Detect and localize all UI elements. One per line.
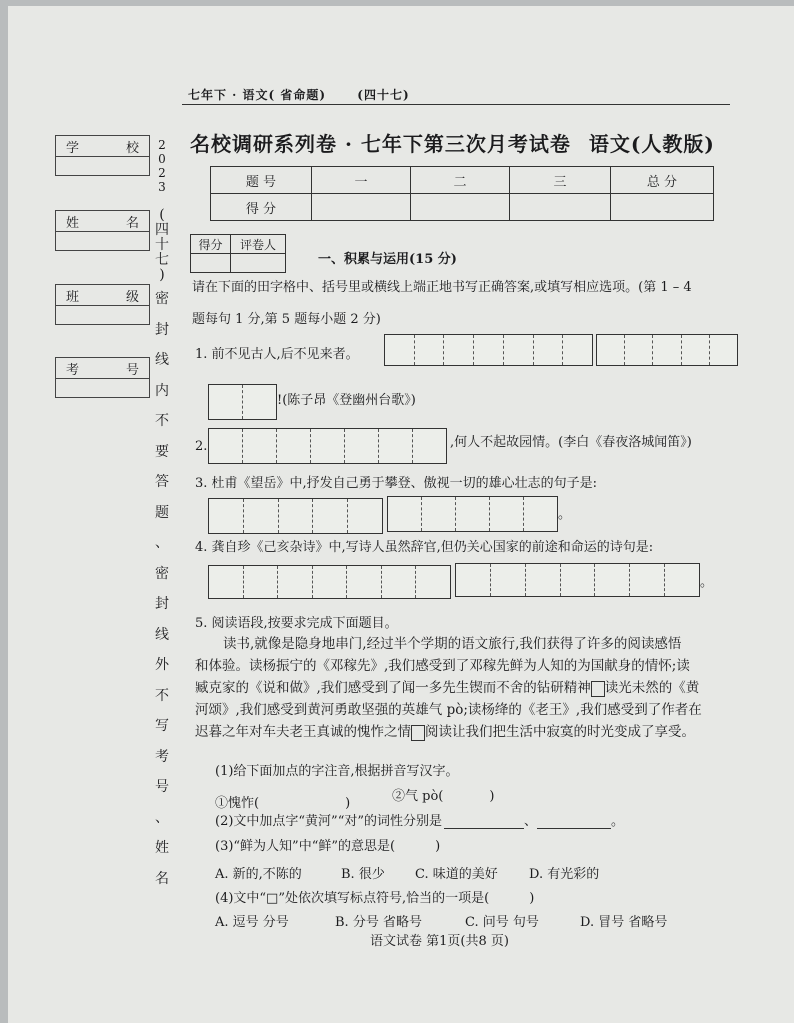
page-footer: 语文试卷 第1页(共8 页) xyxy=(370,934,509,949)
question-4: 4. 龚自珍《己亥杂诗》中,写诗人虽然辞官,但仍关心国家的前途和命运的诗句是: xyxy=(195,540,654,555)
page-title xyxy=(190,128,715,157)
code-vertical: ( 四 十 七 ) xyxy=(155,207,169,283)
sub-question-3: (3)“鲜为人知”中“鲜”的意思是( ) xyxy=(215,839,441,854)
answer-grid-q3a[interactable] xyxy=(208,498,383,534)
instructions-line-2: 题每句 1 分,第 5 题每小题 2 分) xyxy=(192,312,381,327)
name-field: 姓 名 xyxy=(55,210,150,251)
score-header-cell: 总 分 xyxy=(611,167,714,194)
answer-grid-q1b[interactable] xyxy=(596,334,738,366)
grader-score-label: 得分 xyxy=(191,235,231,254)
blank-line[interactable] xyxy=(444,815,524,829)
title-subject: 语文(人教版) xyxy=(588,132,715,156)
option[interactable]: D. 冒号 省略号 xyxy=(580,915,668,930)
class-blank[interactable] xyxy=(56,305,149,324)
sub-question-2: (2)文中加点字“黄河”“对”的词性分别是 、 。 xyxy=(215,814,625,829)
question-2-text: ,何人不起故园情。(李白《春夜洛城闻笛》) xyxy=(450,435,692,450)
option[interactable]: C. 味道的美好 xyxy=(415,867,498,882)
option[interactable]: D. 有光彩的 xyxy=(529,867,600,882)
score-table xyxy=(210,166,714,221)
grader-score-blank[interactable] xyxy=(191,254,231,273)
year-vertical: 2 0 2 3 xyxy=(158,138,166,194)
option[interactable]: B. 很少 xyxy=(341,867,385,882)
score-header-cell: 二 xyxy=(411,167,510,194)
sub-question-1a: ①愧怍( ) xyxy=(215,796,351,811)
instructions-line-1: 请在下面的田字格中、括号里或横线上端正地书写正确答案,或填写相应选项。(第 1 – 4 xyxy=(192,280,692,295)
question-1-source: !(陈子昂《登幽州台歌》) xyxy=(277,393,416,408)
score-row-label: 得 分 xyxy=(211,194,312,221)
sub-question-1: (1)给下面加点的字注音,根据拼音写汉字。 xyxy=(215,764,459,779)
score-header-cell: 三 xyxy=(510,167,611,194)
header-rule xyxy=(182,104,730,105)
option[interactable]: A. 逗号 分号 xyxy=(215,915,289,930)
score-cell[interactable] xyxy=(611,194,714,221)
answer-grid-q4a[interactable] xyxy=(208,565,451,599)
school-field: 学 校 xyxy=(55,135,150,176)
series-label: 七年下 · 语文( 省命题) xyxy=(188,88,327,102)
school-blank[interactable] xyxy=(56,156,149,175)
option[interactable]: C. 问号 句号 xyxy=(465,915,539,930)
answer-grid-q1a[interactable] xyxy=(384,334,593,366)
exam-number-field: 考 号 xyxy=(55,357,150,398)
section-1-title: 一、积累与运用(15 分) xyxy=(318,252,457,267)
seal-line-notice: 密 封 线 内 不 要 答 题 、 密 封 线 外 不 写 考 号 、 姓 名 xyxy=(155,291,169,887)
blank-line[interactable] xyxy=(537,815,611,829)
question-2-number: 2. xyxy=(195,439,208,454)
option[interactable]: A. 新的,不陈的 xyxy=(215,867,302,882)
answer-grid-q1c[interactable] xyxy=(208,384,277,420)
score-cell[interactable] xyxy=(510,194,611,221)
sub-question-1b: ②气 pò( ) xyxy=(392,789,495,804)
grader-reviewer-blank[interactable] xyxy=(231,254,286,273)
score-header-cell: 题 号 xyxy=(211,167,312,194)
punctuation-blank-2[interactable] xyxy=(411,725,425,741)
question-3-end: 。 xyxy=(558,507,572,522)
answer-grid-q3b[interactable] xyxy=(387,496,558,532)
score-cell[interactable] xyxy=(411,194,510,221)
question-5: 5. 阅读语段,按要求完成下面题目。 xyxy=(195,616,398,631)
grader-reviewer-label: 评卷人 xyxy=(231,235,286,254)
reading-passage: 读书,就像是隐身地串门,经过半个学期的语文旅行,我们获得了许多的阅读感悟 和体验。读杨振宁的《邓稼先》,我们感受到了邓稼先鲜为人知的为国献身的情怀;读 臧克家的《说和做》,我们感受到了闻一多先生锲而不舍的钻研精神 读光未然的《黄 河颂》,我们感受到黄河勇敢坚强的英雄气 pò;读杨绛的《老王》,我们感受到了作者在 迟暮之年对车夫老王真诚的愧怍之情 阅读让我们把生活中寂寞的时光变成了享受。 xyxy=(195,636,702,740)
question-1: 1. 前不见古人,后不见来者。 xyxy=(195,347,359,362)
score-cell[interactable] xyxy=(312,194,411,221)
score-header-cell: 一 xyxy=(312,167,411,194)
answer-grid-q2[interactable] xyxy=(208,428,447,464)
question-4-end: 。 xyxy=(700,575,714,590)
class-field: 班 级 xyxy=(55,284,150,325)
title-main: 名校调研系列卷 · 七年下第三次月考试卷 xyxy=(190,132,571,156)
name-blank[interactable] xyxy=(56,231,149,250)
grader-box xyxy=(190,234,286,273)
paper-number: (四十七) xyxy=(357,88,410,102)
sub-question-4: (4)文中“□”处依次填写标点符号,恰当的一项是( ) xyxy=(215,891,535,906)
option[interactable]: B. 分号 省略号 xyxy=(335,915,422,930)
answer-grid-q4b[interactable] xyxy=(455,563,700,597)
paper-header xyxy=(188,86,410,103)
exam-number-blank[interactable] xyxy=(56,378,149,397)
punctuation-blank-1[interactable] xyxy=(591,681,605,697)
question-3: 3. 杜甫《望岳》中,抒发自己勇于攀登、傲视一切的雄心壮志的句子是: xyxy=(195,476,598,491)
